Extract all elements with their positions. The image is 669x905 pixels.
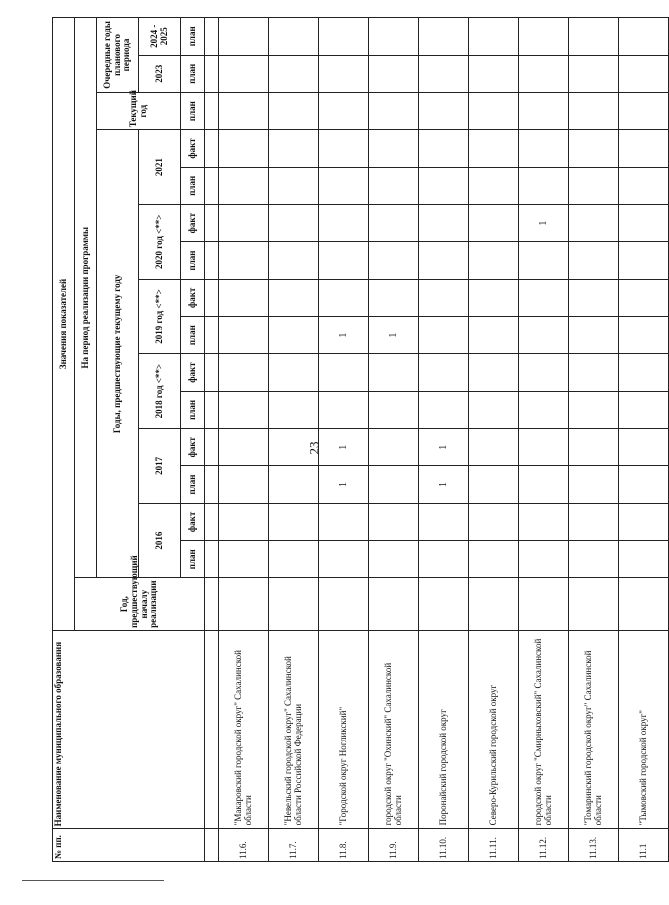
- value-cell: [269, 18, 319, 56]
- value-cell: [419, 391, 469, 428]
- value-cell: [269, 55, 319, 92]
- value-cell: [369, 18, 419, 56]
- value-cell: [219, 391, 269, 428]
- value-cell: [369, 204, 419, 241]
- value-cell: [469, 167, 519, 204]
- value-cell: [619, 466, 669, 503]
- value-cell: [269, 429, 319, 466]
- header-plan: план: [181, 242, 205, 279]
- header-current: Текущий год: [97, 92, 181, 129]
- value-cell: [569, 429, 619, 466]
- value-cell: [469, 354, 519, 391]
- row-number: 11.12.: [519, 829, 569, 862]
- value-cell: [369, 578, 419, 631]
- value-cell: [469, 130, 519, 167]
- value-cell: [319, 130, 369, 167]
- value-cell: [519, 503, 569, 540]
- table-row: [369, 18, 419, 862]
- value-cell: [319, 391, 369, 428]
- value-cell: [519, 466, 569, 503]
- value-cell: [469, 242, 519, 279]
- header-fact: факт: [181, 130, 205, 167]
- page-number: 23: [306, 441, 322, 455]
- municipality-name: "Городской округ Ногликский": [319, 630, 369, 828]
- value-cell: [569, 204, 619, 241]
- value-cell: [569, 18, 619, 56]
- value-cell: [619, 55, 669, 92]
- rotated-table-frame: [52, 17, 648, 862]
- value-cell: [369, 354, 419, 391]
- value-cell: [469, 204, 519, 241]
- value-cell: [419, 55, 469, 92]
- value-cell: [319, 204, 369, 241]
- value-cell: [569, 317, 619, 354]
- value-cell: [369, 130, 419, 167]
- row-number: 11.13.: [569, 829, 619, 862]
- header-year-2024-2025: 2024 - 2025: [139, 18, 181, 56]
- value-cell: [619, 18, 669, 56]
- header-year-2019: 2019 год <**>: [139, 279, 181, 354]
- header-fact: факт: [181, 429, 205, 466]
- value-cell: 1: [519, 204, 569, 241]
- value-cell: [369, 429, 419, 466]
- value-cell: [269, 242, 319, 279]
- value-cell: [319, 55, 369, 92]
- value-cell: 1: [419, 429, 469, 466]
- header-year-2023: 2023: [139, 55, 181, 92]
- value-cell: [369, 242, 419, 279]
- value-cell: [319, 92, 369, 129]
- value-cell: [619, 130, 669, 167]
- value-cell: [569, 167, 619, 204]
- municipality-name: "Макаровский городской округ" Сахалинской области: [219, 630, 269, 828]
- value-cell: [369, 55, 419, 92]
- value-cell: [219, 55, 269, 92]
- table-row: [569, 18, 619, 862]
- row-number: 11.8.: [319, 829, 369, 862]
- spacer-row: [205, 18, 219, 862]
- value-cell: [469, 55, 519, 92]
- value-cell: [619, 167, 669, 204]
- value-cell: [469, 541, 519, 578]
- value-cell: [519, 429, 569, 466]
- value-cell: [419, 130, 469, 167]
- value-cell: [619, 354, 669, 391]
- value-cell: 1: [319, 429, 369, 466]
- value-cell: [269, 503, 319, 540]
- header-year-2018: 2018 год <**>: [139, 354, 181, 429]
- row-number: 11.9.: [369, 829, 419, 862]
- value-cell: [469, 466, 519, 503]
- value-cell: [469, 92, 519, 129]
- header-year-2017: 2017: [139, 429, 181, 504]
- value-cell: [619, 317, 669, 354]
- header-year-2021: 2021: [139, 130, 181, 205]
- value-cell: [219, 578, 269, 631]
- municipality-name: городской округ "Смирныховский" Сахалинской области: [519, 630, 569, 828]
- value-cell: [269, 92, 319, 129]
- value-cell: [369, 279, 419, 316]
- value-cell: [619, 503, 669, 540]
- header-name: Наименование муниципального образования: [53, 630, 205, 828]
- value-cell: 1: [369, 317, 419, 354]
- value-cell: [519, 317, 569, 354]
- value-cell: [269, 167, 319, 204]
- table-row: [469, 18, 519, 862]
- value-cell: 1: [419, 466, 469, 503]
- header-plan: план: [181, 317, 205, 354]
- value-cell: [269, 541, 319, 578]
- value-cell: [619, 578, 669, 631]
- value-cell: [569, 503, 619, 540]
- row-number: 11.6.: [219, 829, 269, 862]
- table-row: [319, 18, 369, 862]
- value-cell: [219, 354, 269, 391]
- value-cell: [219, 18, 269, 56]
- table-row: [219, 18, 269, 862]
- value-cell: [319, 354, 369, 391]
- value-cell: 1: [319, 466, 369, 503]
- indicators-table: [52, 17, 669, 862]
- value-cell: [219, 204, 269, 241]
- value-cell: [219, 130, 269, 167]
- value-cell: [519, 279, 569, 316]
- value-cell: [219, 541, 269, 578]
- value-cell: [269, 578, 319, 631]
- value-cell: [569, 279, 619, 316]
- header-fact: факт: [181, 503, 205, 540]
- municipality-name: "Томаринский городской округ" Сахалинской области: [569, 630, 619, 828]
- value-cell: [569, 242, 619, 279]
- value-cell: 1: [319, 317, 369, 354]
- value-cell: [469, 317, 519, 354]
- header-year-2020: 2020 год <**>: [139, 204, 181, 279]
- header-plan: план: [181, 92, 205, 129]
- value-cell: [219, 429, 269, 466]
- header-plan: план: [181, 55, 205, 92]
- value-cell: [369, 92, 419, 129]
- municipality-name: "Невельский городской округ" Сахалинской области Российской Федерации: [269, 630, 319, 828]
- value-cell: [619, 391, 669, 428]
- municipality-name: Северо-Курильский городской округ: [469, 630, 519, 828]
- municipality-name: городской округ "Охинский" Сахалинской области: [369, 630, 419, 828]
- value-cell: [469, 18, 519, 56]
- value-cell: [569, 130, 619, 167]
- header-plan: план: [181, 18, 205, 56]
- value-cell: [269, 204, 319, 241]
- header-plan: план: [181, 541, 205, 578]
- value-cell: [369, 503, 419, 540]
- value-cell: [419, 354, 469, 391]
- header-year-2016: 2016: [139, 503, 181, 578]
- municipality-name: Поронайский городской округ: [419, 630, 469, 828]
- value-cell: [219, 317, 269, 354]
- value-cell: [469, 279, 519, 316]
- header-plan: план: [181, 391, 205, 428]
- value-cell: [569, 391, 619, 428]
- table-row: [619, 18, 669, 862]
- value-cell: [269, 279, 319, 316]
- value-cell: [519, 242, 569, 279]
- value-cell: [319, 167, 369, 204]
- value-cell: [619, 242, 669, 279]
- header-fact: факт: [181, 204, 205, 241]
- header-fact: факт: [181, 354, 205, 391]
- value-cell: [419, 503, 469, 540]
- value-cell: [219, 503, 269, 540]
- value-cell: [269, 391, 319, 428]
- value-cell: [369, 167, 419, 204]
- header-plan: план: [181, 466, 205, 503]
- value-cell: [319, 279, 369, 316]
- value-cell: [419, 541, 469, 578]
- value-cell: [369, 541, 419, 578]
- value-cell: [219, 92, 269, 129]
- value-cell: [419, 167, 469, 204]
- table-container: [52, 17, 648, 862]
- table-row: [519, 18, 569, 862]
- value-cell: [419, 242, 469, 279]
- value-cell: [319, 503, 369, 540]
- value-cell: [369, 466, 419, 503]
- value-cell: [619, 92, 669, 129]
- header-period: На период реализации программы: [75, 18, 97, 578]
- table-row: [269, 18, 319, 862]
- value-cell: [619, 541, 669, 578]
- header-next: Очередные годы планового периода: [97, 18, 139, 93]
- value-cell: [569, 92, 619, 129]
- value-cell: [519, 578, 569, 631]
- value-cell: [569, 541, 619, 578]
- value-cell: [619, 279, 669, 316]
- row-number: 11.7.: [269, 829, 319, 862]
- value-cell: [569, 578, 619, 631]
- value-cell: [319, 578, 369, 631]
- value-cell: [319, 18, 369, 56]
- value-cell: [419, 279, 469, 316]
- value-cell: [419, 204, 469, 241]
- value-cell: [269, 354, 319, 391]
- value-cell: [569, 55, 619, 92]
- value-cell: [469, 578, 519, 631]
- row-number: 11.10.: [419, 829, 469, 862]
- value-cell: [569, 354, 619, 391]
- value-cell: [269, 317, 319, 354]
- value-cell: [519, 541, 569, 578]
- value-cell: [219, 167, 269, 204]
- value-cell: [419, 317, 469, 354]
- header-num: № пп.: [53, 829, 205, 862]
- value-cell: [419, 92, 469, 129]
- value-cell: [569, 466, 619, 503]
- value-cell: [519, 354, 569, 391]
- value-cell: [519, 391, 569, 428]
- row-number: 11.11.: [469, 829, 519, 862]
- value-cell: [519, 167, 569, 204]
- header-prev-year: Год, предшествующий началу реализации: [75, 578, 205, 631]
- value-cell: [219, 242, 269, 279]
- value-cell: [419, 578, 469, 631]
- municipality-name: "Тымовский городской округ": [619, 630, 669, 828]
- value-cell: [619, 429, 669, 466]
- header-fact: факт: [181, 279, 205, 316]
- value-cell: [519, 55, 569, 92]
- value-cell: [519, 92, 569, 129]
- value-cell: [269, 466, 319, 503]
- row-number: 11.1: [619, 829, 669, 862]
- value-cell: [319, 242, 369, 279]
- header-years-before: Годы, предшествующие текущему году: [97, 130, 139, 578]
- value-cell: [519, 18, 569, 56]
- value-cell: [469, 391, 519, 428]
- table-body: [219, 18, 669, 862]
- footnote-divider: [22, 880, 164, 881]
- value-cell: [219, 466, 269, 503]
- value-cell: [419, 18, 469, 56]
- value-cell: [219, 279, 269, 316]
- value-cell: [369, 391, 419, 428]
- value-cell: [469, 429, 519, 466]
- header-plan: план: [181, 167, 205, 204]
- value-cell: [519, 130, 569, 167]
- value-cell: [619, 204, 669, 241]
- header-values: Значения показателей: [53, 18, 75, 631]
- value-cell: [469, 503, 519, 540]
- table-row: [419, 18, 469, 862]
- value-cell: [319, 541, 369, 578]
- value-cell: [269, 130, 319, 167]
